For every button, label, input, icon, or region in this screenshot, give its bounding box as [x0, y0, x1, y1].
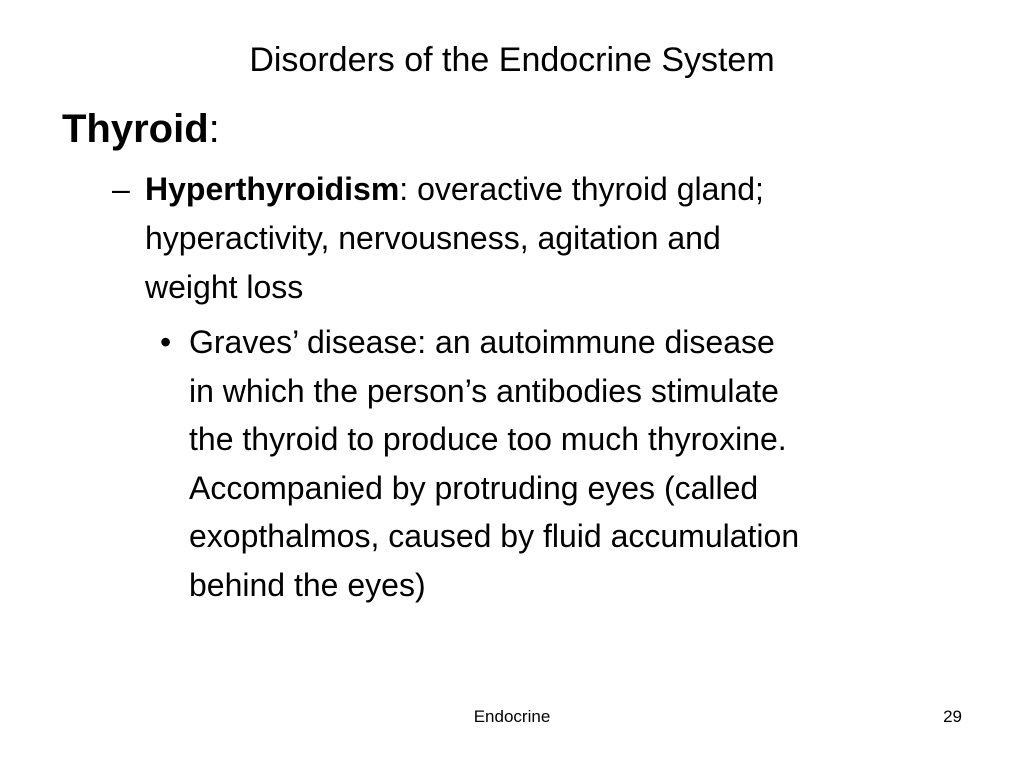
subpoint-line: weight loss — [145, 269, 304, 305]
topic-colon: : — [208, 107, 220, 151]
detail-line: in which the person’s antibodies stimulate — [189, 372, 779, 409]
footer-label: Endocrine — [473, 707, 551, 726]
subpoint-line: hyperactivity, nervousness, agitation and — [145, 220, 721, 256]
bullet-marker: • — [160, 324, 172, 360]
detail-line: Accompanied by protruding eyes (called — [189, 469, 759, 506]
topic-term: Thyroid — [62, 107, 209, 151]
detail-line: the thyroid to produce too much thyroxine. — [189, 421, 787, 457]
detail-graves-disease — [160, 318, 980, 609]
subpoint-hyperthyroidism — [112, 165, 932, 312]
dash-marker: – — [112, 171, 130, 207]
detail-line: Graves’ disease: an autoimmune disease — [189, 324, 775, 360]
page-number: 29 — [943, 707, 962, 726]
subpoint-term: Hyperthyroidism — [145, 171, 400, 207]
subpoint-line — [112, 165, 932, 214]
slide-title: Disorders of the Endocrine System — [249, 41, 775, 79]
detail-line: behind the eyes) — [189, 566, 426, 603]
detail-line: exopthalmos, caused by fluid accumulation — [189, 518, 800, 554]
subpoint-text: : overactive thyroid gland; — [399, 171, 764, 207]
topic-heading — [62, 104, 220, 154]
